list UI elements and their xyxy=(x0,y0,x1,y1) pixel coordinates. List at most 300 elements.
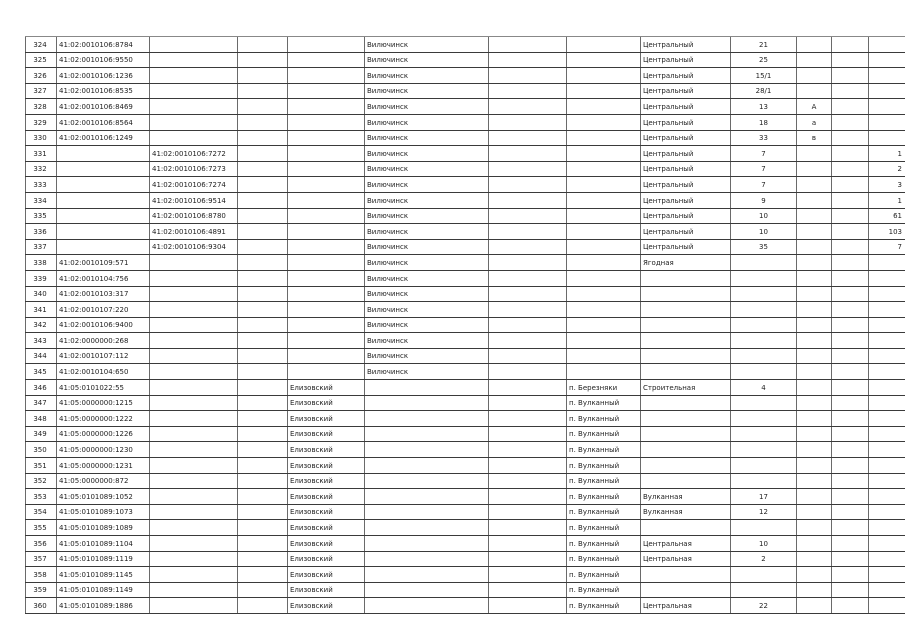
row-number-cell: 349 xyxy=(26,426,57,442)
row-number-cell: 351 xyxy=(26,458,57,474)
street-cell xyxy=(641,582,731,598)
locality-cell xyxy=(567,270,641,286)
house-letter-cell xyxy=(797,239,832,255)
table-row xyxy=(26,208,905,224)
house-letter-cell xyxy=(797,317,832,333)
table-row xyxy=(26,489,905,505)
apartment-number-cell xyxy=(869,551,905,567)
table-row xyxy=(26,83,905,99)
apartment-number-cell xyxy=(869,317,905,333)
blank-cell xyxy=(489,364,567,380)
district-cell xyxy=(288,52,365,68)
city-cell xyxy=(365,504,489,520)
blank-cell xyxy=(832,52,869,68)
house-letter-cell xyxy=(797,37,832,53)
cadastral-number-unit-cell xyxy=(150,286,238,302)
table-row xyxy=(26,551,905,567)
district-cell: Елизовский xyxy=(288,442,365,458)
street-cell: Центральный xyxy=(641,177,731,193)
cadastral-number-cell: 41:05:0000000:1215 xyxy=(57,395,150,411)
city-cell: Вилючинск xyxy=(365,302,489,318)
blank-cell xyxy=(238,99,288,115)
city-cell: Вилючинск xyxy=(365,333,489,349)
table-row xyxy=(26,567,905,583)
blank-cell xyxy=(489,536,567,552)
locality-cell xyxy=(567,161,641,177)
city-cell: Вилючинск xyxy=(365,208,489,224)
cadastral-number-cell: 41:05:0101089:1149 xyxy=(57,582,150,598)
house-number-cell xyxy=(731,582,797,598)
locality-cell xyxy=(567,302,641,318)
cadastral-number-cell: 41:05:0101089:1073 xyxy=(57,504,150,520)
cadastral-number-unit-cell xyxy=(150,270,238,286)
blank-cell xyxy=(832,536,869,552)
house-letter-cell xyxy=(797,411,832,427)
locality-cell: п. Вулканный xyxy=(567,489,641,505)
cadastral-number-cell: 41:02:0010106:8784 xyxy=(57,37,150,53)
locality-cell xyxy=(567,52,641,68)
table-row xyxy=(26,192,905,208)
blank-cell xyxy=(238,333,288,349)
house-letter-cell xyxy=(797,520,832,536)
city-cell: Вилючинск xyxy=(365,130,489,146)
table-row xyxy=(26,458,905,474)
street-cell xyxy=(641,317,731,333)
cadastral-number-unit-cell xyxy=(150,348,238,364)
city-cell: Вилючинск xyxy=(365,255,489,271)
cadastral-number-cell: 41:05:0101089:1104 xyxy=(57,536,150,552)
blank-cell xyxy=(238,37,288,53)
house-number-cell: 12 xyxy=(731,504,797,520)
blank-cell xyxy=(238,208,288,224)
table-row xyxy=(26,317,905,333)
blank-cell xyxy=(238,504,288,520)
blank-cell xyxy=(832,177,869,193)
blank-cell xyxy=(832,504,869,520)
cadastral-number-unit-cell xyxy=(150,504,238,520)
blank-cell xyxy=(238,458,288,474)
table-row xyxy=(26,504,905,520)
table-row xyxy=(26,239,905,255)
row-number-cell: 343 xyxy=(26,333,57,349)
apartment-number-cell xyxy=(869,130,905,146)
row-number-cell: 327 xyxy=(26,83,57,99)
apartment-number-cell xyxy=(869,99,905,115)
cadastral-number-unit-cell xyxy=(150,567,238,583)
city-cell: Вилючинск xyxy=(365,114,489,130)
city-cell: Вилючинск xyxy=(365,146,489,162)
blank-cell xyxy=(238,411,288,427)
locality-cell xyxy=(567,333,641,349)
cadastral-number-cell: 41:05:0000000:1222 xyxy=(57,411,150,427)
blank-cell xyxy=(832,411,869,427)
district-cell xyxy=(288,270,365,286)
locality-cell xyxy=(567,255,641,271)
blank-cell xyxy=(238,598,288,614)
apartment-number-cell xyxy=(869,520,905,536)
locality-cell: п. Вулканный xyxy=(567,536,641,552)
blank-cell xyxy=(832,442,869,458)
house-letter-cell: а xyxy=(797,114,832,130)
locality-cell: п. Березняки xyxy=(567,380,641,396)
locality-cell: п. Вулканный xyxy=(567,504,641,520)
house-letter-cell xyxy=(797,302,832,318)
row-number-cell: 329 xyxy=(26,114,57,130)
locality-cell xyxy=(567,239,641,255)
house-letter-cell xyxy=(797,473,832,489)
city-cell xyxy=(365,536,489,552)
district-cell xyxy=(288,224,365,240)
house-letter-cell xyxy=(797,68,832,84)
house-number-cell xyxy=(731,395,797,411)
house-number-cell: 15/1 xyxy=(731,68,797,84)
row-number-cell: 355 xyxy=(26,520,57,536)
blank-cell xyxy=(832,426,869,442)
blank-cell xyxy=(832,317,869,333)
cadastral-number-unit-cell xyxy=(150,364,238,380)
row-number-cell: 324 xyxy=(26,37,57,53)
blank-cell xyxy=(832,146,869,162)
apartment-number-cell xyxy=(869,567,905,583)
house-number-cell: 2 xyxy=(731,551,797,567)
district-cell: Елизовский xyxy=(288,473,365,489)
row-number-cell: 340 xyxy=(26,286,57,302)
blank-cell xyxy=(238,239,288,255)
district-cell xyxy=(288,364,365,380)
cadastral-number-unit-cell xyxy=(150,68,238,84)
row-number-cell: 333 xyxy=(26,177,57,193)
blank-cell xyxy=(832,364,869,380)
blank-cell xyxy=(238,520,288,536)
blank-cell xyxy=(238,551,288,567)
house-number-cell xyxy=(731,411,797,427)
blank-cell xyxy=(238,348,288,364)
blank-cell xyxy=(238,489,288,505)
street-cell xyxy=(641,411,731,427)
cadastral-number-unit-cell: 41:02:0010106:4891 xyxy=(150,224,238,240)
house-letter-cell xyxy=(797,177,832,193)
city-cell xyxy=(365,567,489,583)
street-cell xyxy=(641,567,731,583)
house-number-cell: 18 xyxy=(731,114,797,130)
blank-cell xyxy=(238,302,288,318)
blank-cell xyxy=(489,177,567,193)
blank-cell xyxy=(489,208,567,224)
blank-cell xyxy=(238,426,288,442)
district-cell: Елизовский xyxy=(288,411,365,427)
row-number-cell: 330 xyxy=(26,130,57,146)
district-cell: Елизовский xyxy=(288,567,365,583)
street-cell: Центральный xyxy=(641,224,731,240)
cadastral-number-cell: 41:02:0000000:268 xyxy=(57,333,150,349)
apartment-number-cell xyxy=(869,598,905,614)
table-row xyxy=(26,473,905,489)
locality-cell: п. Вулканный xyxy=(567,520,641,536)
city-cell xyxy=(365,582,489,598)
house-number-cell xyxy=(731,364,797,380)
street-cell xyxy=(641,473,731,489)
cadastral-number-cell: 41:05:0101089:1886 xyxy=(57,598,150,614)
blank-cell xyxy=(832,380,869,396)
locality-cell: п. Вулканный xyxy=(567,473,641,489)
row-number-cell: 335 xyxy=(26,208,57,224)
house-letter-cell xyxy=(797,458,832,474)
table-row xyxy=(26,68,905,84)
row-number-cell: 357 xyxy=(26,551,57,567)
district-cell: Елизовский xyxy=(288,504,365,520)
apartment-number-cell xyxy=(869,380,905,396)
city-cell xyxy=(365,380,489,396)
row-number-cell: 345 xyxy=(26,364,57,380)
cadastral-number-cell: 41:05:0101089:1052 xyxy=(57,489,150,505)
street-cell: Центральный xyxy=(641,146,731,162)
blank-cell xyxy=(832,473,869,489)
cadastral-number-unit-cell xyxy=(150,598,238,614)
district-cell: Елизовский xyxy=(288,395,365,411)
blank-cell xyxy=(238,270,288,286)
street-cell xyxy=(641,458,731,474)
blank-cell xyxy=(489,380,567,396)
house-letter-cell xyxy=(797,598,832,614)
blank-cell xyxy=(832,582,869,598)
street-cell xyxy=(641,348,731,364)
row-number-cell: 325 xyxy=(26,52,57,68)
district-cell xyxy=(288,286,365,302)
locality-cell xyxy=(567,348,641,364)
locality-cell: п. Вулканный xyxy=(567,551,641,567)
apartment-number-cell xyxy=(869,395,905,411)
house-number-cell xyxy=(731,473,797,489)
blank-cell xyxy=(238,146,288,162)
house-letter-cell xyxy=(797,348,832,364)
table-row xyxy=(26,286,905,302)
cadastral-number-cell: 41:02:0010106:1236 xyxy=(57,68,150,84)
house-letter-cell xyxy=(797,489,832,505)
house-number-cell xyxy=(731,302,797,318)
cadastral-number-cell xyxy=(57,177,150,193)
table-row xyxy=(26,536,905,552)
apartment-number-cell: 1 xyxy=(869,146,905,162)
street-cell: Вулканная xyxy=(641,489,731,505)
cadastral-number-cell: 41:02:0010103:317 xyxy=(57,286,150,302)
row-number-cell: 352 xyxy=(26,473,57,489)
street-cell: Вулканная xyxy=(641,504,731,520)
blank-cell xyxy=(238,286,288,302)
apartment-number-cell xyxy=(869,348,905,364)
cadastral-number-cell: 41:02:0010107:220 xyxy=(57,302,150,318)
city-cell: Вилючинск xyxy=(365,37,489,53)
locality-cell xyxy=(567,114,641,130)
house-letter-cell xyxy=(797,551,832,567)
city-cell: Вилючинск xyxy=(365,317,489,333)
blank-cell xyxy=(489,161,567,177)
apartment-number-cell xyxy=(869,333,905,349)
street-cell: Центральный xyxy=(641,239,731,255)
district-cell xyxy=(288,177,365,193)
cadastral-number-cell: 41:05:0000000:1226 xyxy=(57,426,150,442)
cadastral-number-unit-cell xyxy=(150,37,238,53)
district-cell xyxy=(288,37,365,53)
blank-cell xyxy=(832,192,869,208)
locality-cell: п. Вулканный xyxy=(567,442,641,458)
house-letter-cell xyxy=(797,270,832,286)
city-cell: Вилючинск xyxy=(365,348,489,364)
cadastral-number-cell: 41:02:0010106:9550 xyxy=(57,52,150,68)
house-letter-cell: А xyxy=(797,99,832,115)
row-number-cell: 344 xyxy=(26,348,57,364)
city-cell: Вилючинск xyxy=(365,177,489,193)
table-row xyxy=(26,520,905,536)
house-letter-cell: в xyxy=(797,130,832,146)
row-number-cell: 347 xyxy=(26,395,57,411)
locality-cell xyxy=(567,83,641,99)
house-letter-cell xyxy=(797,442,832,458)
city-cell: Вилючинск xyxy=(365,161,489,177)
house-letter-cell xyxy=(797,567,832,583)
blank-cell xyxy=(489,458,567,474)
apartment-number-cell xyxy=(869,52,905,68)
blank-cell xyxy=(238,317,288,333)
house-number-cell xyxy=(731,520,797,536)
cadastral-number-unit-cell xyxy=(150,489,238,505)
blank-cell xyxy=(238,130,288,146)
cadastral-number-unit-cell xyxy=(150,395,238,411)
cadastral-number-cell: 41:02:0010106:8535 xyxy=(57,83,150,99)
cadastral-number-unit-cell xyxy=(150,52,238,68)
house-number-cell: 4 xyxy=(731,380,797,396)
locality-cell xyxy=(567,317,641,333)
city-cell xyxy=(365,426,489,442)
table-row xyxy=(26,52,905,68)
blank-cell xyxy=(489,192,567,208)
street-cell: Центральный xyxy=(641,161,731,177)
blank-cell xyxy=(238,192,288,208)
blank-cell xyxy=(832,333,869,349)
cadastral-number-unit-cell xyxy=(150,302,238,318)
district-cell: Елизовский xyxy=(288,520,365,536)
street-cell: Центральная xyxy=(641,598,731,614)
street-cell xyxy=(641,270,731,286)
blank-cell xyxy=(832,239,869,255)
row-number-cell: 350 xyxy=(26,442,57,458)
row-number-cell: 356 xyxy=(26,536,57,552)
cadastral-number-unit-cell xyxy=(150,83,238,99)
locality-cell xyxy=(567,99,641,115)
street-cell xyxy=(641,442,731,458)
house-number-cell: 7 xyxy=(731,177,797,193)
row-number-cell: 336 xyxy=(26,224,57,240)
district-cell xyxy=(288,192,365,208)
blank-cell xyxy=(238,536,288,552)
city-cell xyxy=(365,442,489,458)
blank-cell xyxy=(832,395,869,411)
locality-cell: п. Вулканный xyxy=(567,598,641,614)
blank-cell xyxy=(238,224,288,240)
apartment-number-cell: 103 xyxy=(869,224,905,240)
cadastral-number-cell xyxy=(57,208,150,224)
locality-cell: п. Вулканный xyxy=(567,411,641,427)
city-cell: Вилючинск xyxy=(365,224,489,240)
house-number-cell xyxy=(731,270,797,286)
district-cell xyxy=(288,208,365,224)
row-number-cell: 346 xyxy=(26,380,57,396)
house-number-cell: 35 xyxy=(731,239,797,255)
district-cell xyxy=(288,255,365,271)
blank-cell xyxy=(832,551,869,567)
blank-cell xyxy=(238,177,288,193)
house-number-cell xyxy=(731,286,797,302)
house-letter-cell xyxy=(797,192,832,208)
street-cell: Центральный xyxy=(641,52,731,68)
cadastral-number-cell: 41:05:0101089:1119 xyxy=(57,551,150,567)
blank-cell xyxy=(832,83,869,99)
district-cell: Елизовский xyxy=(288,598,365,614)
blank-cell xyxy=(489,37,567,53)
house-number-cell xyxy=(731,567,797,583)
table-body xyxy=(26,37,905,614)
apartment-number-cell xyxy=(869,83,905,99)
cadastral-number-unit-cell xyxy=(150,473,238,489)
apartment-number-cell xyxy=(869,364,905,380)
cadastral-number-cell: 41:02:0010106:8564 xyxy=(57,114,150,130)
blank-cell xyxy=(489,99,567,115)
row-number-cell: 328 xyxy=(26,99,57,115)
blank-cell xyxy=(489,598,567,614)
house-number-cell xyxy=(731,458,797,474)
table-row xyxy=(26,224,905,240)
cadastral-number-cell xyxy=(57,192,150,208)
city-cell xyxy=(365,551,489,567)
cadastral-number-cell: 41:02:0010107:112 xyxy=(57,348,150,364)
blank-cell xyxy=(238,395,288,411)
locality-cell xyxy=(567,177,641,193)
cadastral-number-cell: 41:05:0101089:1089 xyxy=(57,520,150,536)
table-row xyxy=(26,380,905,396)
city-cell xyxy=(365,473,489,489)
blank-cell xyxy=(489,520,567,536)
house-number-cell: 28/1 xyxy=(731,83,797,99)
blank-cell xyxy=(489,146,567,162)
cadastral-number-unit-cell: 41:02:0010106:9514 xyxy=(150,192,238,208)
house-letter-cell xyxy=(797,582,832,598)
house-number-cell: 25 xyxy=(731,52,797,68)
house-letter-cell xyxy=(797,52,832,68)
blank-cell xyxy=(489,473,567,489)
street-cell xyxy=(641,302,731,318)
blank-cell xyxy=(832,302,869,318)
blank-cell xyxy=(489,348,567,364)
street-cell: Строительная xyxy=(641,380,731,396)
apartment-number-cell xyxy=(869,270,905,286)
street-cell xyxy=(641,333,731,349)
city-cell xyxy=(365,520,489,536)
blank-cell xyxy=(489,411,567,427)
blank-cell xyxy=(489,255,567,271)
row-number-cell: 331 xyxy=(26,146,57,162)
apartment-number-cell xyxy=(869,582,905,598)
house-letter-cell xyxy=(797,255,832,271)
apartment-number-cell: 1 xyxy=(869,192,905,208)
house-number-cell: 10 xyxy=(731,224,797,240)
locality-cell xyxy=(567,37,641,53)
city-cell: Вилючинск xyxy=(365,68,489,84)
table-row xyxy=(26,442,905,458)
blank-cell xyxy=(832,598,869,614)
street-cell xyxy=(641,395,731,411)
cadastral-number-unit-cell xyxy=(150,317,238,333)
locality-cell xyxy=(567,208,641,224)
blank-cell xyxy=(832,37,869,53)
